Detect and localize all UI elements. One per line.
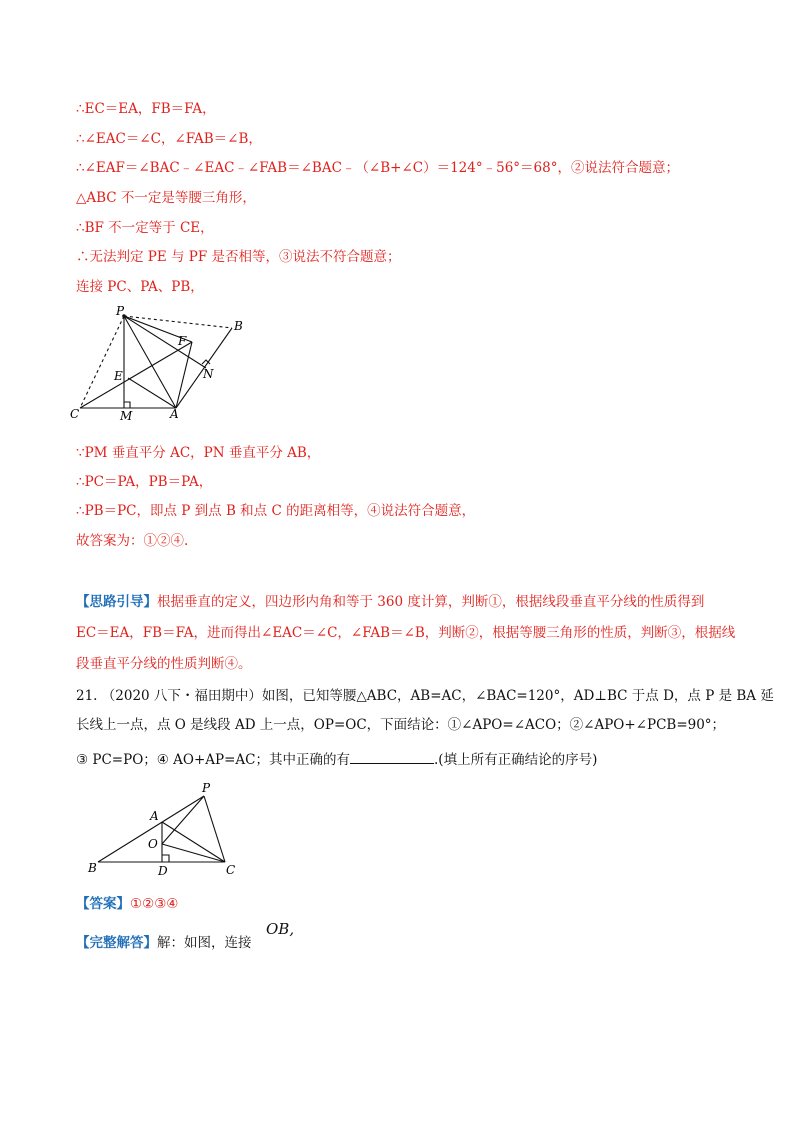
label-b: B <box>88 861 97 875</box>
segment-ae <box>128 378 176 408</box>
label-p: P <box>116 304 125 318</box>
segment-cf <box>80 342 192 408</box>
answer-conclusion: 故答案为：①②④. <box>76 533 189 549</box>
label-o: O <box>148 837 158 851</box>
full-solution-tag: 【完整解答】 <box>76 935 157 951</box>
label-n: N <box>203 367 214 381</box>
label-f: F <box>178 334 187 348</box>
question-line-3 <box>76 749 597 769</box>
question-line-1: 21. （2020 八下・福田期中）如图，已知等腰△ABC，AB=AC，∠BAC=120°，AD⊥BC 于点 D，点 P 是 BA 延 <box>76 688 774 704</box>
answer-value: ①②③④ <box>130 896 179 912</box>
answer-line <box>76 895 178 913</box>
label-b: B <box>234 319 243 333</box>
hint-line-2: EC＝EA，FB＝FA，进而得出∠EAC＝∠C，∠FAB＝∠B，判断②，根据等腰三角形的性质，判断③，根据线 <box>76 625 736 641</box>
label-c: C <box>226 863 236 877</box>
question-line-3-tail: .(填上所有正确结论的序号) <box>434 752 598 768</box>
geometry-figure-1 <box>66 302 256 422</box>
label-d: D <box>158 864 168 878</box>
question-line-2: 长线上一点，点 O 是线段 AD 上一点，OP=OC，下面结论：①∠APO=∠ACO；②∠APO+∠PCB=90°； <box>76 717 726 733</box>
hint-line-3: 段垂直平分线的性质判断④。 <box>76 656 252 672</box>
segment-pa <box>124 316 176 408</box>
geometry-figure-2 <box>84 780 254 880</box>
solution-line-1: ∴EC＝EA，FB＝FA， <box>76 101 216 117</box>
solution-line-2: ∴∠EAC＝∠C，∠FAB＝∠B， <box>76 131 262 147</box>
segment-pn <box>124 316 206 368</box>
label-e: E <box>114 369 123 383</box>
full-solution-text: 解：如图，连接 <box>157 935 252 951</box>
label-p: P <box>202 781 211 795</box>
segment-pc <box>204 796 225 862</box>
segment-bp <box>98 796 204 862</box>
label-a: A <box>170 407 179 421</box>
solution-line-3: ∴∠EAF＝∠BAC﹣∠EAC﹣∠FAB＝∠BAC﹣（∠B+∠C）＝124°﹣56°＝68°，②说法符合题意； <box>76 160 679 176</box>
right-angle-d <box>162 855 169 862</box>
solution-line-9: ∴PC＝PA，PB＝PA， <box>76 474 213 490</box>
hint-tag: 【思路引导】 <box>76 594 157 610</box>
solution-line-6: ∴无法判定 PE 与 PF 是否相等，③说法不符合题意； <box>76 249 401 265</box>
question-line-3-text: ③ PC=PO；④ AO+AP=AC；其中正确的有 <box>76 752 351 768</box>
solution-line-8: ∵PM 垂直平分 AC，PN 垂直平分 AB， <box>76 445 321 461</box>
segment-pc <box>80 316 124 408</box>
segment-fa <box>176 342 192 408</box>
math-ob: OB, <box>266 920 295 938</box>
segment-ac <box>162 822 225 862</box>
solution-line-10: ∴PB＝PC，即点 P 到点 B 和点 C 的距离相等，④说法符合题意， <box>76 503 476 519</box>
segment-oc <box>162 844 225 862</box>
solution-line-7: 连接 PC、PA、PB， <box>76 279 204 295</box>
hint-line-1 <box>76 593 704 611</box>
solution-line-4: △ABC 不一定是等腰三角形， <box>76 190 256 206</box>
label-m: M <box>120 409 133 422</box>
label-a: A <box>150 809 159 823</box>
answer-blank <box>350 749 434 764</box>
label-c: C <box>70 407 80 421</box>
answer-tag: 【答案】 <box>76 896 130 912</box>
right-angle-m <box>124 402 130 408</box>
full-solution-line <box>76 934 252 952</box>
solution-line-5: ∴BF 不一定等于 CE， <box>76 220 214 236</box>
hint-text-1: 根据垂直的定义，四边形内角和等于 360 度计算，判断①，根据线段垂直平分线的性质得到 <box>157 594 705 610</box>
segment-po <box>162 796 204 844</box>
